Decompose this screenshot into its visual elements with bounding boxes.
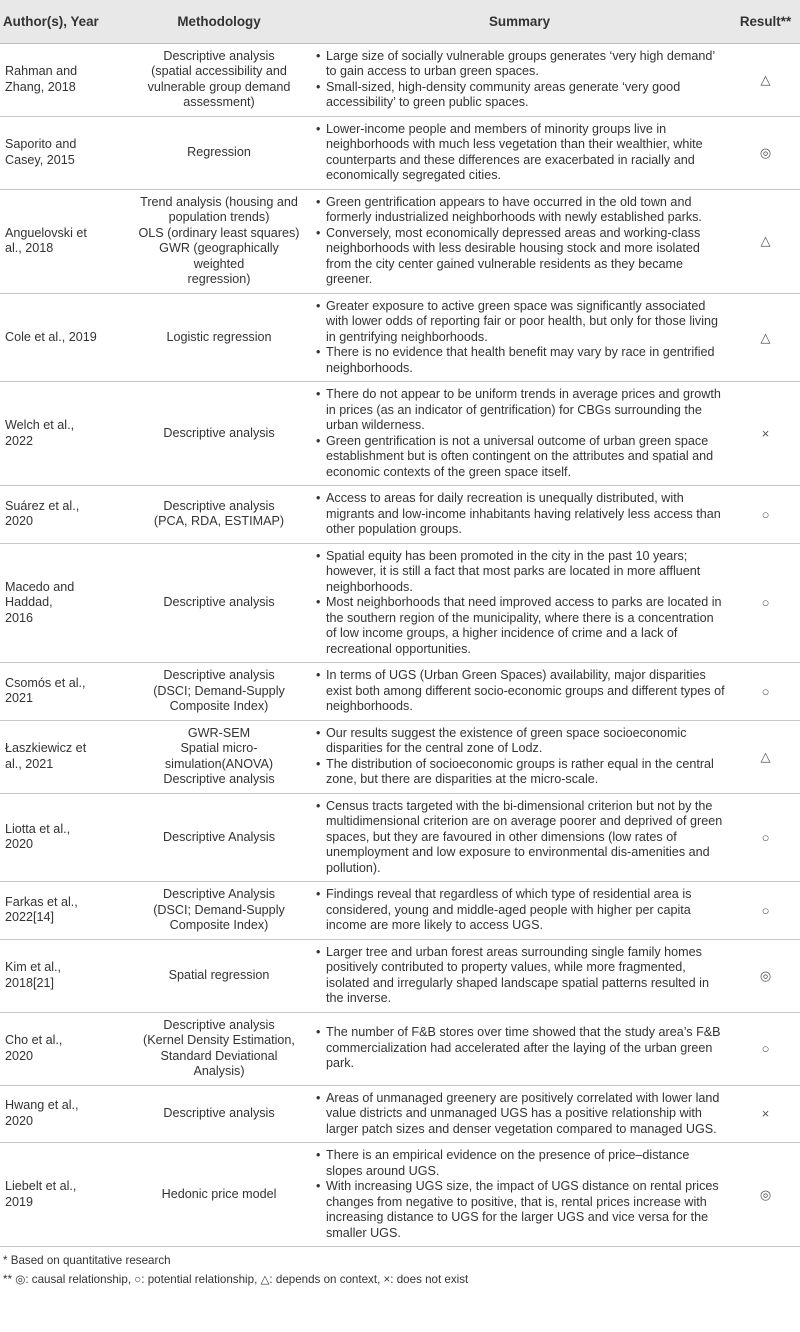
cell-methodology (130, 1085, 308, 1143)
cell-methodology (130, 882, 308, 940)
summary-point: • Most neighborhoods that need improved access to parks are located in the southern region of the municipality, where there is a concentration of low income groups, a higher incidence of crime and a lack of recreational opportunities. (316, 595, 725, 657)
table-body (0, 43, 800, 1247)
cell-result: × (761, 425, 770, 441)
summary-list (316, 1148, 725, 1241)
author-text: Liebelt et al., 2019 (5, 1179, 77, 1209)
methodology-text: Descriptive Analysis (163, 829, 275, 844)
header-result: Result** (731, 0, 800, 43)
table-row (0, 1143, 800, 1247)
summary-list (316, 49, 725, 111)
table-row (0, 116, 800, 189)
methodology-text: Descriptive analysis (163, 595, 275, 609)
cell-summary (308, 189, 731, 293)
table-row (0, 1012, 800, 1085)
methodology-text: Descriptive analysis (163, 1106, 275, 1120)
cell-result: ◎ (759, 967, 772, 983)
cell-author (0, 543, 130, 663)
table-row (0, 663, 800, 721)
methodology-text: Descriptive Analysis (DSCI; Demand-Supply Composite Index) (153, 887, 285, 932)
cell-methodology (130, 189, 308, 293)
summary-point: • Areas of unmanaged greenery are positively correlated with lower land value districts and unmanaged UGS has a positive relationship with larger patch sizes and denser vegetation compared to managed UGS. (316, 1091, 725, 1138)
summary-point: • Green gentrification appears to have occurred in the old town and formerly industrialized neighborhoods with newly established parks. (316, 195, 725, 226)
cell-methodology (130, 1143, 308, 1247)
cell-result: ○ (761, 683, 770, 699)
methodology-text: Descriptive analysis (163, 425, 275, 440)
summary-point: • The distribution of socioeconomic groups is rather equal in the central zone, but there are disparities at the micro-scale. (316, 757, 725, 788)
cell-author (0, 882, 130, 940)
author-text: Łaszkiewicz et al., 2021 (5, 741, 87, 771)
summary-point: • Small-sized, high-density community areas generate ‘very good accessibility’ to green public spaces. (316, 80, 725, 111)
cell-methodology (130, 720, 308, 793)
cell-author (0, 939, 130, 1012)
table-header (0, 0, 800, 43)
cell-summary (308, 720, 731, 793)
cell-methodology (130, 1012, 308, 1085)
cell-methodology (130, 293, 308, 382)
summary-list (316, 726, 725, 788)
cell-result: ○ (761, 506, 770, 522)
cell-summary (308, 43, 731, 116)
cell-result: ○ (761, 595, 770, 610)
cell-summary (308, 663, 731, 721)
cell-result: ◎ (759, 144, 772, 160)
table-row (0, 720, 800, 793)
author-text: Kim et al., 2018[21] (5, 960, 61, 990)
summary-list (316, 887, 725, 934)
cell-methodology (130, 382, 308, 486)
cell-summary (308, 382, 731, 486)
cell-summary (308, 293, 731, 382)
methodology-text: Logistic regression (166, 329, 272, 344)
cell-methodology (130, 486, 308, 544)
author-text: Liotta et al., 2020 (5, 821, 71, 852)
summary-point: • There is an empirical evidence on the presence of price–distance slopes around UGS. (316, 1148, 725, 1179)
author-text: Macedo and Haddad, 2016 (5, 579, 75, 625)
summary-point: • Census tracts targeted with the bi-dimensional criterion but not by the multidimensional criterion are on average poorer and deprived of green spaces, but they are favoured in other dimensions (low rates of unemployment and low exposure to environmental dis-amenities and pollution). (316, 799, 725, 877)
summary-point: • Conversely, most economically depressed areas and working-class neighborhoods with less desirable housing stock and more isolated from the city center gained vulnerable residents as they became greener. (316, 226, 725, 288)
summary-list (316, 299, 725, 377)
summary-point: • Lower-income people and members of minority groups live in neighborhoods with much less vegetation than their wealthier, white counterparts and these differences are exacerbated in racially and economically segregated cities. (316, 122, 725, 184)
summary-point: • Greater exposure to active green space was significantly associated with lower odds of reporting fair or poor health, but only for those living in gentrifying neighborhoods. (316, 299, 725, 346)
cell-summary (308, 543, 731, 663)
summary-list (316, 195, 725, 288)
table-row (0, 939, 800, 1012)
author-text: Csomós et al., 2021 (5, 675, 86, 706)
methodology-text: Descriptive analysis (Kernel Density Estimation, Standard Deviational Analysis) (143, 1017, 295, 1078)
cell-methodology (130, 43, 308, 116)
summary-point: • Our results suggest the existence of green space socioeconomic disparities for the central zone of Lodz. (316, 726, 725, 757)
summary-point: • There do not appear to be uniform trends in average prices and growth in prices (as an indicator of gentrification) for CBGs surrounding the urban wilderness. (316, 387, 725, 434)
cell-result: △ (760, 329, 771, 345)
table-row (0, 882, 800, 940)
footnote-legend: ** ◎: causal relationship, ○: potential relationship, △: depends on context, ×: does not exist (3, 1273, 469, 1286)
cell-summary (308, 882, 731, 940)
summary-list (316, 1091, 725, 1138)
summary-point: • Larger tree and urban forest areas surrounding single family homes positively contributed to property values, while more fragmented, isolated and irregularly shaped landscape spatial patterns resulted in the inverse. (316, 945, 725, 1007)
summary-point: • Large size of socially vulnerable groups generates ‘very high demand’ to gain access to urban green spaces. (316, 49, 725, 80)
cell-summary (308, 1085, 731, 1143)
cell-methodology (130, 116, 308, 189)
cell-result: △ (760, 233, 771, 249)
cell-result: ◎ (759, 1186, 772, 1202)
table-row (0, 189, 800, 293)
cell-result: ○ (761, 1040, 770, 1056)
summary-list (316, 122, 725, 184)
table-notes (0, 1247, 800, 1289)
cell-author (0, 1085, 130, 1143)
header-summary: Summary (308, 0, 731, 43)
author-text: Cho et al., 2020 (5, 1033, 63, 1063)
methodology-text: Descriptive analysis (PCA, RDA, ESTIMAP) (153, 498, 285, 529)
author-text: Hwang et al., 2020 (5, 1098, 79, 1128)
summary-point: • With increasing UGS size, the impact of UGS distance on rental prices changes from negative to positive, that is, rental prices increase with increasing distance to UGS for the larger UGS and vice versa for the smaller UGS. (316, 1179, 725, 1241)
cell-author (0, 663, 130, 721)
summary-point: • There is no evidence that health benefit may vary by race in gentrified neighborhoods. (316, 345, 725, 376)
author-text: Cole et al., 2019 (5, 329, 97, 344)
methodology-text: Hedonic price model (161, 1186, 277, 1201)
author-text: Suárez et al., 2020 (5, 498, 80, 529)
cell-author (0, 1012, 130, 1085)
cell-result: ○ (761, 902, 770, 918)
methodology-text: Descriptive analysis (spatial accessibility and vulnerable group demand assessment) (147, 48, 291, 109)
cell-result: ○ (761, 829, 770, 845)
table-row (0, 486, 800, 544)
cell-author (0, 189, 130, 293)
cell-author (0, 116, 130, 189)
cell-author (0, 486, 130, 544)
cell-methodology (130, 939, 308, 1012)
table-row (0, 382, 800, 486)
table-row (0, 43, 800, 116)
table-row (0, 543, 800, 663)
summary-list (316, 799, 725, 877)
cell-author (0, 382, 130, 486)
cell-summary (308, 1143, 731, 1247)
cell-author (0, 43, 130, 116)
summary-list (316, 491, 725, 538)
cell-methodology (130, 663, 308, 721)
summary-point: • In terms of UGS (Urban Green Spaces) availability, major disparities exist both among different socio-economic groups and different types of neighborhoods. (316, 668, 725, 715)
header-row (0, 0, 800, 43)
cell-methodology (130, 793, 308, 882)
author-text: Saporito and Casey, 2015 (5, 137, 77, 167)
cell-summary (308, 486, 731, 544)
summary-point: • Findings reveal that regardless of which type of residential area is considered, young and middle-aged people with higher per capita income are more likely to access UGS. (316, 887, 725, 934)
cell-author (0, 720, 130, 793)
methodology-text: Trend analysis (housing and population trends) OLS (ordinary least squares) GWR (geographically weighted regression) (138, 194, 300, 286)
header-author: Author(s), Year (0, 0, 130, 43)
author-text: Anguelovski et al., 2018 (5, 225, 87, 255)
summary-point: • Spatial equity has been promoted in the city in the past 10 years; however, it is still a fact that most parks are located in more affluent neighborhoods. (316, 549, 725, 596)
table-row (0, 1085, 800, 1143)
methodology-text: Spatial regression (168, 967, 270, 982)
cell-author (0, 1143, 130, 1247)
footnote-basis: * Based on quantitative research (3, 1254, 171, 1267)
cell-author (0, 293, 130, 382)
summary-list (316, 945, 725, 1007)
cell-result: × (761, 1106, 770, 1121)
author-text: Welch et al., 2022 (5, 418, 75, 448)
author-text: Rahman and Zhang, 2018 (5, 64, 78, 94)
cell-summary (308, 793, 731, 882)
summary-list (316, 668, 725, 715)
summary-list (316, 549, 725, 658)
methodology-text: GWR-SEM Spatial micro- simulation(ANOVA) Descriptive analysis (163, 725, 275, 786)
header-methodology: Methodology (130, 0, 308, 43)
cell-summary (308, 939, 731, 1012)
summary-list (316, 1025, 725, 1072)
cell-summary (308, 116, 731, 189)
cell-result: △ (760, 748, 771, 764)
cell-summary (308, 1012, 731, 1085)
summary-point: • The number of F&B stores over time showed that the study area’s F&B commercialization had accelerated after the laying of the urban green park. (316, 1025, 725, 1072)
cell-author (0, 793, 130, 882)
table-row (0, 293, 800, 382)
summary-point: • Access to areas for daily recreation is unequally distributed, with migrants and low-income inhabitants having relatively less access than other population groups. (316, 491, 725, 538)
methodology-text: Regression (187, 144, 251, 159)
author-text: Farkas et al., 2022[14] (5, 894, 78, 925)
table-row (0, 793, 800, 882)
methodology-text: Descriptive analysis (DSCI; Demand-Supply Composite Index) (153, 668, 285, 713)
summary-list (316, 387, 725, 480)
cell-methodology (130, 543, 308, 663)
cell-result: △ (760, 71, 771, 87)
summary-point: • Green gentrification is not a universal outcome of urban green space establishment but is often contingent on the attributes and spatial and economic contexts of the green space itself. (316, 434, 725, 481)
